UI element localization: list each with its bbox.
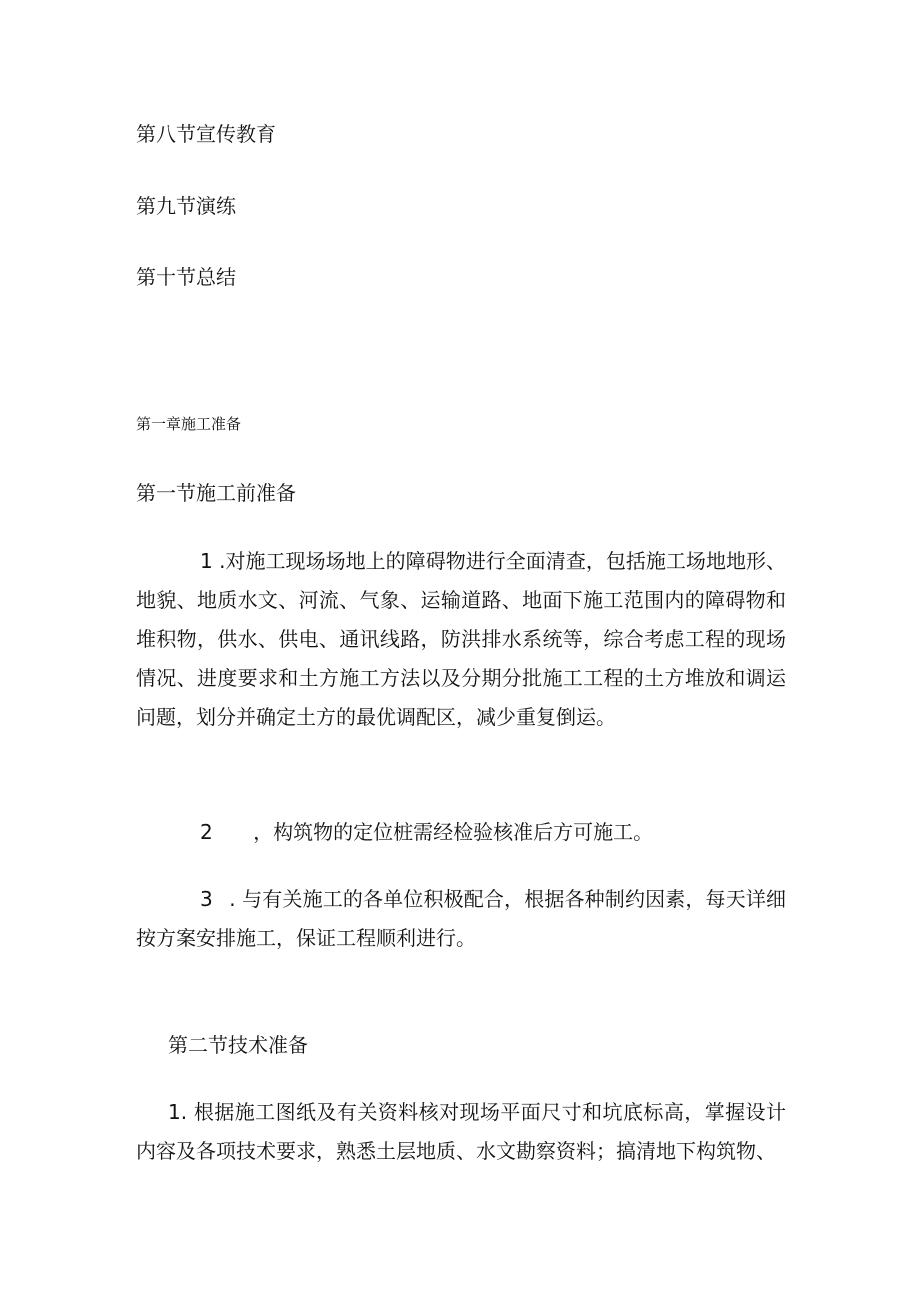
item-text: 1. 根据施工图纸及有关资料核对现场平面尺寸和坑底标高，掌握设计内容及各项技术要求，熟悉土层地质、水文勘察资料；搞清地下构筑物、 [136, 1100, 786, 1163]
section-2-item-1 [136, 1093, 786, 1171]
item-text: ，构筑物的定位桩需经检验核准后方可施工。 [253, 820, 654, 844]
section-1-item-1 [136, 542, 786, 737]
item-number: 1 [200, 549, 213, 573]
item-number: 3 [200, 887, 213, 911]
item-text: .对施工现场场地上的障碍物进行全面清查，包括施工场地地形、地貌、地质水文、河流、气象、运输道路、地面下施工范围内的障碍物和堆积物，供水、供电、通讯线路，防洪排水系统等，综合考虑工程的现场情况、进度要求和土方施工方法以及分期分批施工工程的土方堆放和调运问题，划分并确定土方的最优调配区，减少重复倒运。 [136, 549, 787, 729]
toc-entry-8: 第八节宣传教育 [136, 122, 276, 146]
section-1-title: 第一节施工前准备 [136, 481, 296, 505]
section-1-item-3 [136, 880, 786, 958]
item-number: 2 [200, 820, 213, 844]
toc-entry-9: 第九节演练 [136, 194, 236, 218]
toc-entry-10: 第十节总结 [136, 265, 236, 289]
section-1-item-2 [136, 813, 786, 852]
chapter-title: 第一章施工准备 [136, 415, 242, 433]
section-2-title: 第二节技术准备 [168, 1033, 308, 1057]
item-text: . 与有关施工的各单位积极配合，根据各种制约因素，每天详细按方案安排施工，保证工程顺利进行。 [136, 887, 787, 950]
